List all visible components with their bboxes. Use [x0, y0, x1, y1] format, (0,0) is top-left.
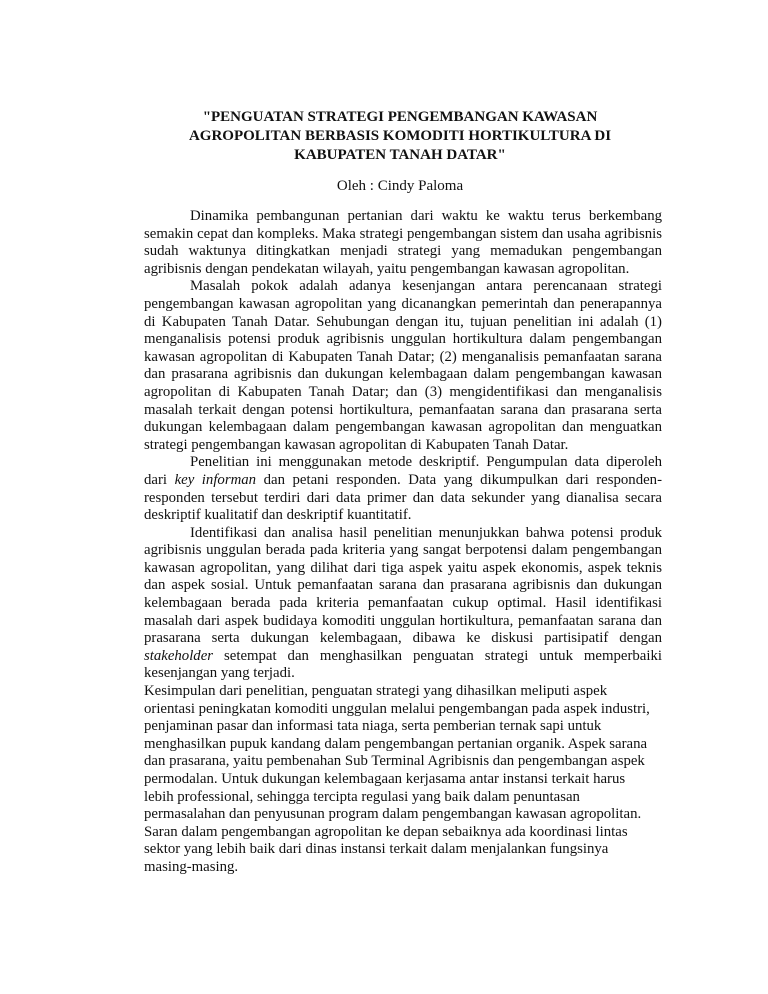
paragraph-2: Masalah pokok adalah adanya kesenjangan antara perencanaan strategi pengembangan kawasan agropolitan yang dicanangkan pemerintah dan penerapannya di Kabupaten Tanah Datar. Sehubungan dengan itu, tujuan penelitian ini adalah (1) menganalisis potensi produk agribisnis unggulan hortikultura dalam pengembangan kawasan agropolitan di Kabupaten Tanah Datar; (2) menganalisis pemanfaatan sarana dan prasarana agribisnis dan dukungan kelembagaan dalam pengembangan kawasan agropolitan di Kabupaten Tanah Datar; dan (3) mengidentifikasi dan menganalisis masalah terkait dengan potensi hortikultura, pemanfaatan sarana dan prasarana serta dukungan kelembagaan dalam pengembangan kawasan agropolitan dan menguatkan strategi pengembangan kawasan agropolitan di Kabupaten Tanah Datar.	[144, 278, 662, 453]
author-line: Oleh : Cindy Paloma	[336, 178, 464, 194]
paragraph-5	[144, 683, 662, 877]
paragraph-5-line: Kesimpulan dari penelitian, penguatan strategi yang dihasilkan meliputi aspek	[144, 683, 608, 700]
paragraph-5-line: penjaminan pasar dan informasi tata niaga, serta pemberian ternak sapi untuk	[144, 718, 602, 735]
abstract-body	[144, 208, 662, 877]
paragraph-5-line: sektor yang lebih baik dari dinas instansi terkait dalam menjalankan fungsinya	[144, 841, 609, 858]
title-line-3: KABUPATEN TANAH DATAR"	[294, 147, 506, 163]
paragraph-3-text-a: Penelitian ini menggunakan metode deskriptif. Pengumpulan data diperoleh dari	[144, 454, 662, 488]
paragraph-3-text-b: dan petani responden. Data yang dikumpulkan dari responden-responden tersebut terdiri dari data primer dan data sekunder yang dianalisa secara deskriptif kualitatif dan deskriptif kuantitatif.	[144, 471, 662, 524]
paragraph-3-emphasis: key informan	[174, 471, 257, 488]
paragraph-5-line: permodalan. Untuk dukungan kelembagaan kerjasama antar instansi terkait harus	[144, 771, 626, 787]
paragraph-4-text-a: Identifikasi dan analisa hasil penelitian menunjukkan bahwa potensi produk agribisnis unggulan berada pada kriteria yang sangat berpotensi dalam pengembangan kawasan agropolitan, yang dilihat dari tiga aspek yaitu aspek ekonomis, aspek teknis dan aspek sosial. Untuk pemanfaatan sarana dan prasarana agribisnis dan dukungan kelembagaan berada pada kriteria pemanfaatan cukup optimal. Hasil identifikasi masalah dari aspek budidaya komoditi unggulan hortikultura, pemanfaatan sarana dan prasarana serta dukungan kelembagaan, dibawa ke diskusi partisipatif dengan	[144, 524, 662, 647]
document-title	[140, 108, 660, 165]
paragraph-4-text-b: setempat dan menghasilkan penguatan strategi untuk memperbaiki kesenjangan yang terjadi.	[144, 647, 662, 682]
paragraph-5-line: dan prasarana, yaitu pembenahan Sub Terminal Agribisnis dan pengembangan aspek	[144, 753, 645, 770]
title-line-1: "PENGUATAN STRATEGI PENGEMBANGAN KAWASAN	[202, 109, 598, 125]
paragraph-4	[144, 525, 662, 683]
paragraph-4-emphasis: stakeholder	[144, 647, 214, 664]
title-line-2: AGROPOLITAN BERBASIS KOMODITI HORTIKULTURA DI	[188, 128, 612, 144]
paragraph-5-line: permasalahan dan penyusunan program dalam pengembangan kawasan agropolitan.	[144, 806, 642, 823]
paragraph-1: Dinamika pembangunan pertanian dari waktu ke waktu terus berkembang semakin cepat dan kompleks. Maka strategi pengembangan sistem dan usaha agribisnis sudah waktunya ditingkatkan menjadi strategi yang memadukan pengembangan agribisnis dengan pendekatan wilayah, yaitu pengembangan kawasan agropolitan.	[144, 208, 662, 277]
paragraph-5-line: Saran dalam pengembangan agropolitan ke depan sebaiknya ada koordinasi lintas	[144, 823, 628, 840]
paragraph-5-line: lebih professional, sehingga tercipta regulasi yang baik dalam penuntasan	[144, 788, 580, 805]
paragraph-5-line: masing-masing.	[144, 858, 239, 875]
paragraph-5-line: menghasilkan pupuk kandang dalam pengembangan pertanian organik. Aspek sarana	[144, 735, 648, 752]
paragraph-5-line: orientasi peningkatan komoditi unggulan melalui pengembangan pada aspek industri,	[144, 700, 650, 717]
paragraph-3	[144, 454, 662, 524]
